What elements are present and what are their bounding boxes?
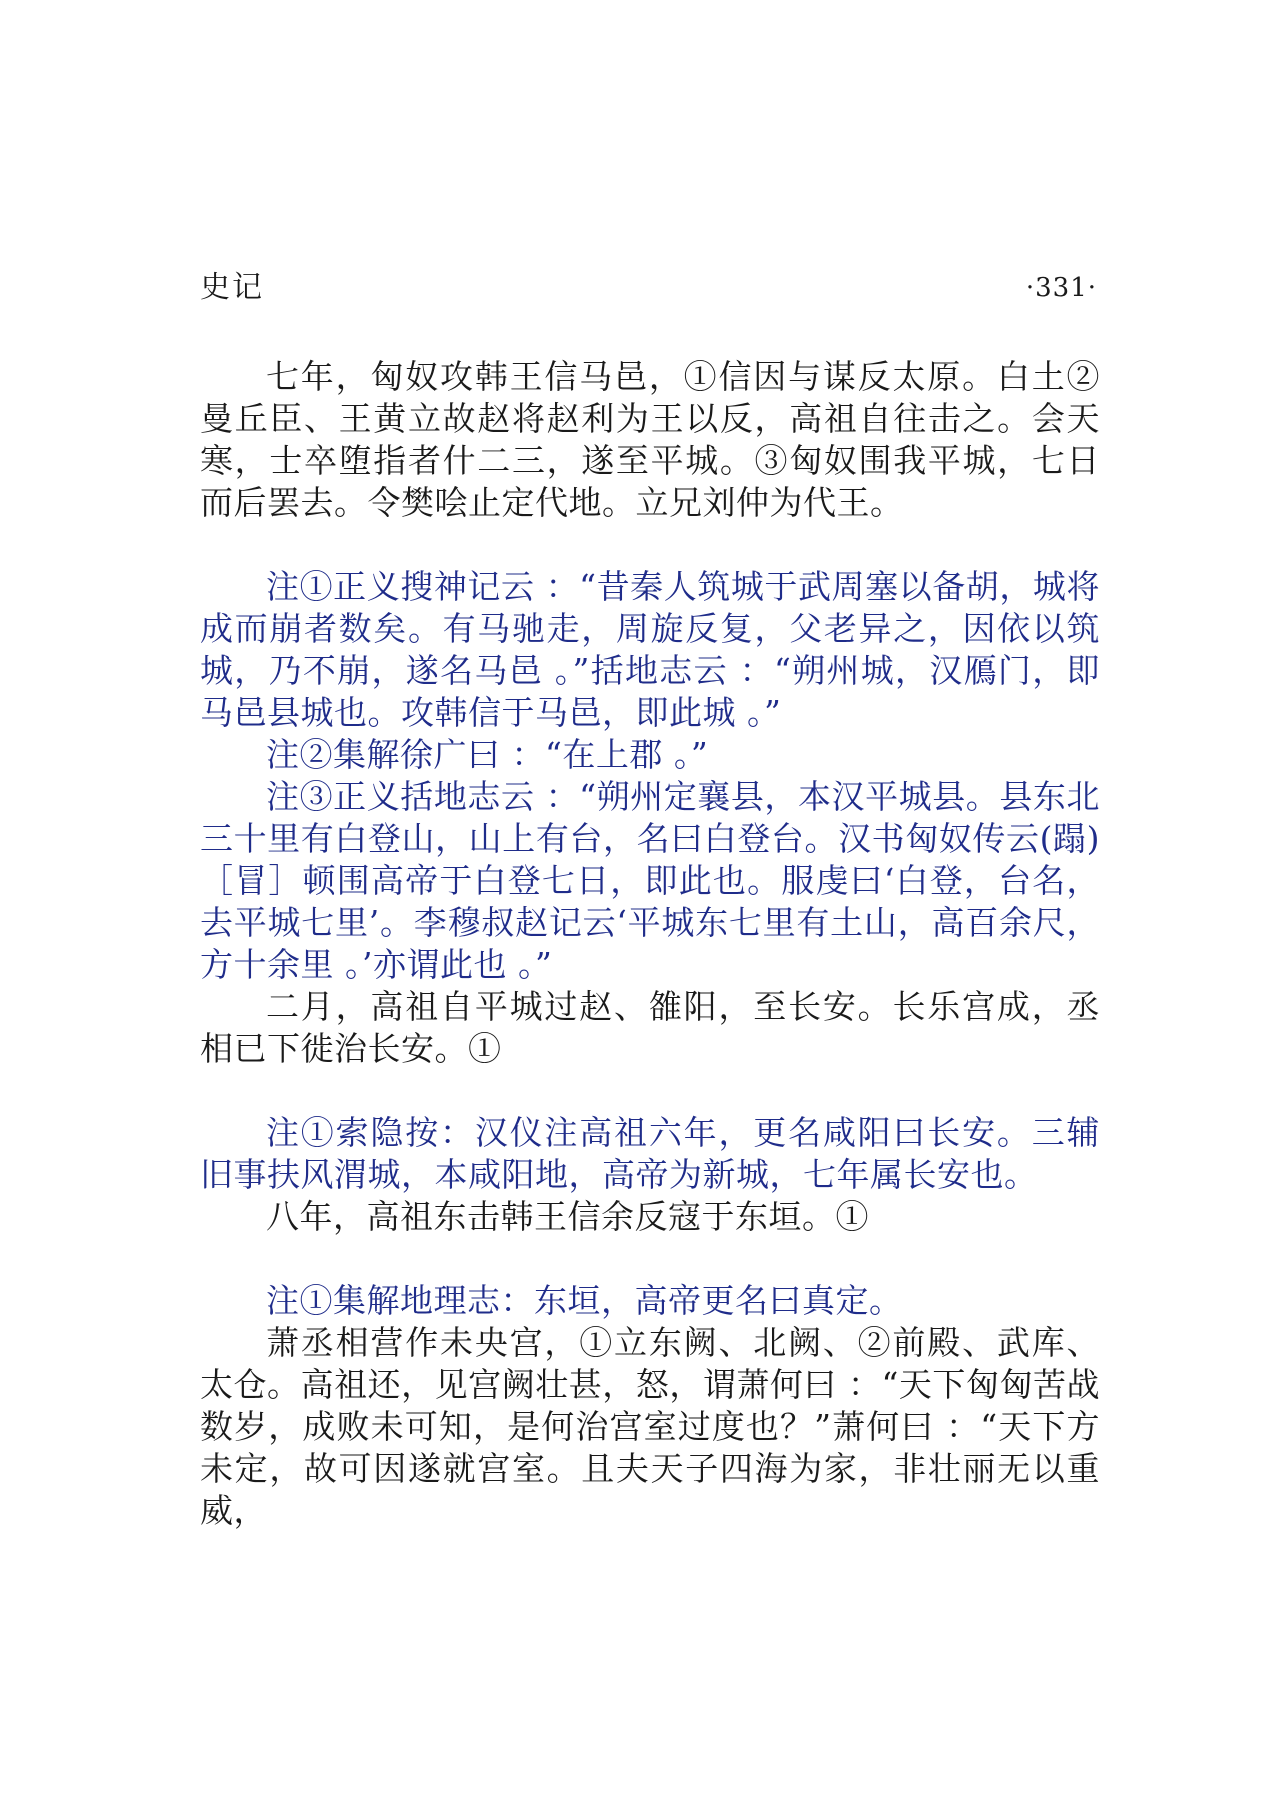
page-body: [200, 356, 1100, 1532]
main-paragraph: 二月，高祖自平城过赵、雒阳，至长安。长乐宫成，丞相已下徙治长安。①: [200, 987, 1100, 1068]
running-header-title: 史记: [200, 270, 264, 305]
annotation-note: 注③正义括地志云 ：“朔州定襄县，本汉平城县。县东北三十里有白登山，山上有台，名曰白登台。汉书匈奴传云(蹋)［冒］顿围高帝于白登七日，即此也。服虔曰‘白登，台名，去平城七里’。李穆叔赵记云‘平城东七里有土山，高百余尺，方十余里 。’亦谓此也 。”: [200, 777, 1100, 984]
annotation-note: 注①集解地理志：东垣，高帝更名曰真定。: [266, 1281, 903, 1320]
main-paragraph: 萧丞相营作未央宫，①立东阙、北阙、②前殿、武库、太仓。高祖还，见宫阙壮甚，怒，谓萧何曰 ：“天下匈匈苦战数岁，成败未可知，是何治宫室过度也？”萧何曰 ：“天下方未定，故可因遂就宫室。且夫天子四海为家，非壮丽无以重威，: [200, 1323, 1100, 1530]
annotation-note: 注①索隐按：汉仪注高祖六年，更名咸阳曰长安。三辅旧事扶风渭城，本咸阳地，高帝为新城，七年属长安也。: [200, 1113, 1100, 1194]
main-paragraph: 八年，高祖东击韩王信余反寇于东垣。①: [266, 1197, 869, 1236]
annotation-note: 注②集解徐广曰 ：“在上郡 。”: [266, 735, 709, 774]
page-number: ·331·: [1025, 273, 1097, 303]
annotation-note: 注①正义搜神记云 ：“昔秦人筑城于武周塞以备胡，城将成而崩者数矣。有马驰走，周旋反复，父老异之，因依以筑城，乃不崩，遂名马邑 。”括地志云 ：“朔州城，汉鴈门，即马邑县城也。攻韩信于马邑，即此城 。”: [200, 567, 1100, 732]
main-paragraph: 七年，匈奴攻韩王信马邑，①信因与谋反太原。白土②曼丘臣、王黄立故赵将赵利为王以反，高祖自往击之。会天寒，士卒堕指者什二三，遂至平城。③匈奴围我平城，七日而后罢去。令樊哙止定代地。立兄刘仲为代王。: [200, 357, 1100, 522]
